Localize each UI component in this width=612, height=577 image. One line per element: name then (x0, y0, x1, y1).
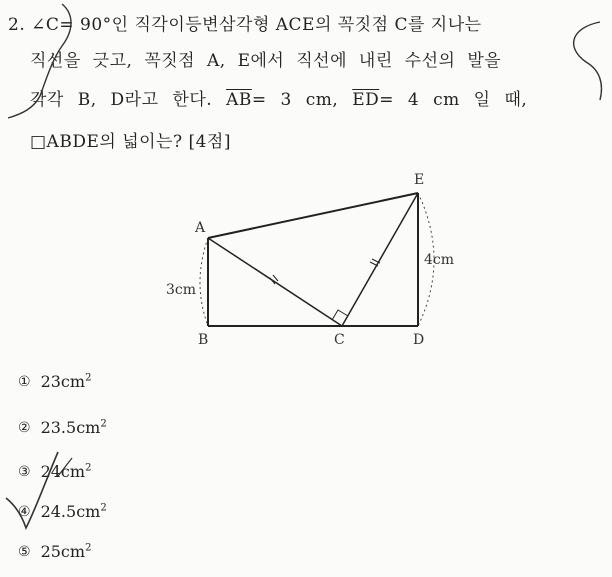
choice-marker: ② (18, 419, 31, 436)
dotted-arc-ab (200, 238, 208, 326)
choice-value: 23.5 (40, 418, 77, 437)
choice-unit: cm (76, 502, 101, 521)
choice-unit: cm (76, 418, 101, 437)
segment-ac (208, 238, 342, 326)
choice-value: 25 (40, 542, 61, 561)
choice-exp: 2 (100, 502, 107, 514)
choice-marker: ③ (18, 463, 31, 480)
point-a-label: A (195, 220, 206, 236)
choice-3[interactable] (18, 462, 91, 481)
choice-value: 24.5 (40, 502, 77, 521)
segment-ed-label: $\overline{ED}$ (352, 90, 380, 110)
point-d-label: D (413, 332, 425, 348)
segment-ae (208, 193, 418, 238)
point-c-label: C (334, 332, 345, 348)
problem-number: 2. (8, 15, 26, 35)
segment-ce (342, 193, 418, 326)
segment-ab-label: $\overline{AB}$ (226, 90, 252, 110)
choice-exp: 2 (85, 462, 92, 474)
choice-value: 23 (40, 372, 61, 391)
problem-text-line-3c: = 4 cm 일 때, (379, 90, 528, 110)
choice-marker: ① (18, 373, 31, 390)
problem-text-line-4: □ABDE의 넓이는? [4점] (30, 132, 231, 152)
choice-exp: 2 (85, 542, 92, 554)
choice-marker: ⑤ (18, 543, 31, 560)
choice-unit: cm (60, 542, 86, 561)
length-ab-label: 3cm (166, 282, 197, 298)
length-ed-label: 4cm (424, 252, 455, 268)
problem-text-line-1: ∠C= 90°인 직각이등변삼각형 ACE의 꼭짓점 C를 지나는 (31, 15, 482, 35)
choice-unit: cm (60, 372, 86, 391)
choice-2[interactable] (18, 418, 107, 437)
choice-value: 24 (40, 462, 61, 481)
choice-unit: cm (60, 462, 86, 481)
problem-text-line-2: 직선을 긋고, 꼭짓점 A, E에서 직선에 내린 수선의 발을 (30, 51, 502, 71)
choice-4[interactable] (18, 502, 107, 521)
choice-exp: 2 (85, 372, 92, 384)
choice-exp: 2 (100, 418, 107, 430)
problem-text-line-3b: = 3 cm, (251, 90, 339, 110)
problem-text-line-3a: 각각 B, D라고 한다. (30, 90, 213, 110)
point-e-label: E (414, 172, 425, 188)
choice-1[interactable] (18, 372, 91, 391)
tick-mark-ac-2 (273, 275, 278, 281)
choice-5[interactable] (18, 542, 91, 561)
choice-marker: ④ (18, 503, 31, 520)
point-b-label: B (198, 332, 209, 348)
